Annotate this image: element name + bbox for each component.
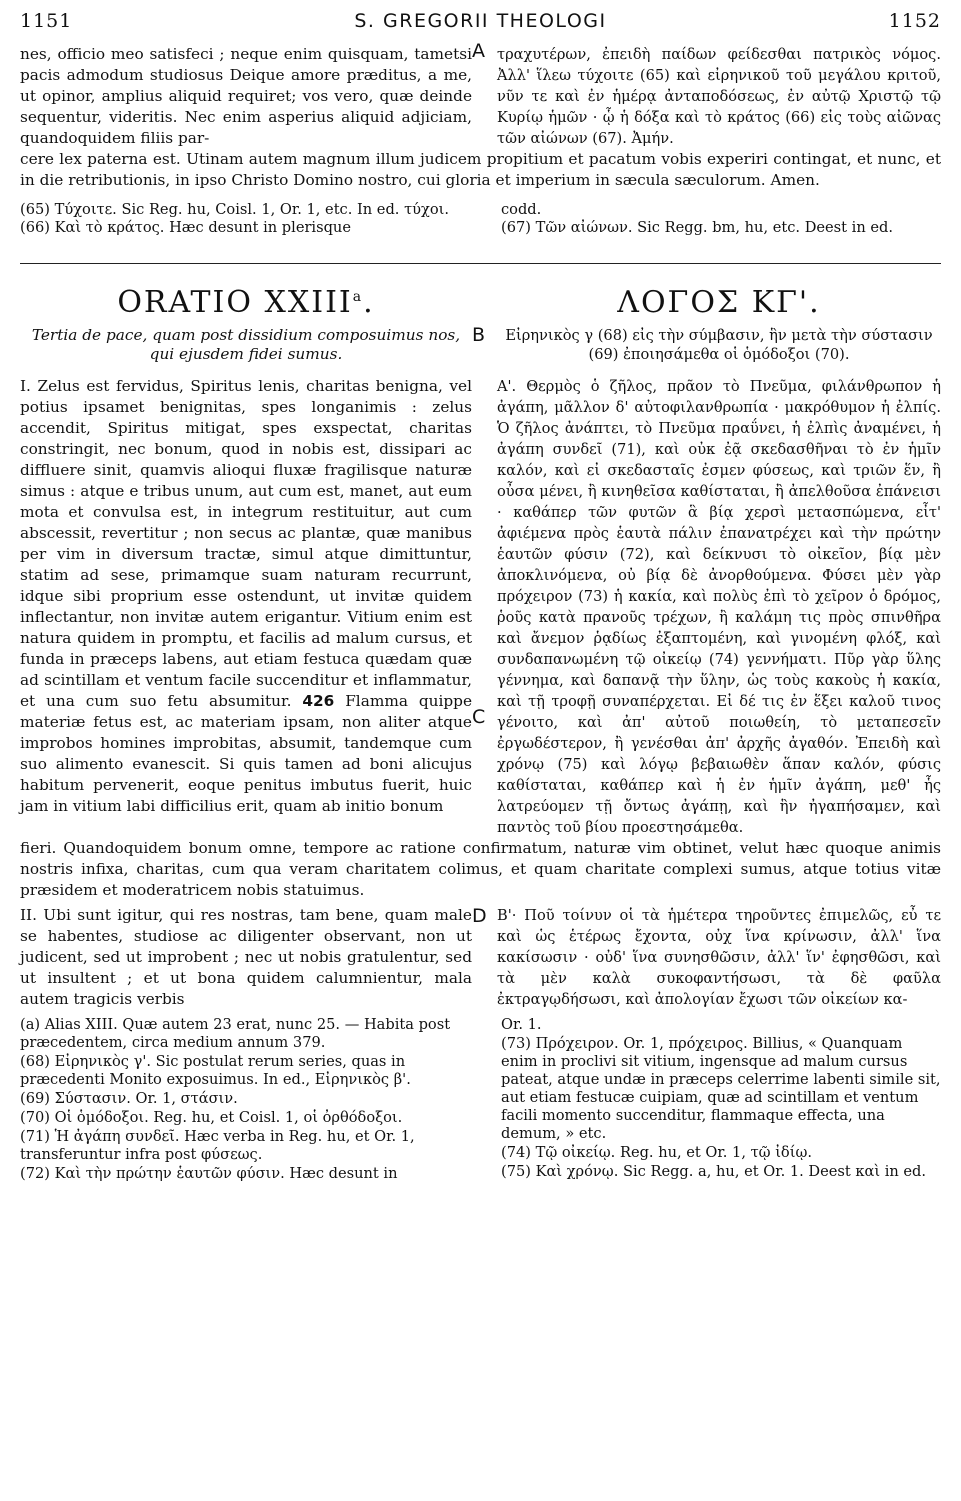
- marker-b: B: [472, 324, 486, 346]
- section-2-latin: II. Ubi sunt igitur, qui res nostras, tam bene, quam male se habentes, studiose ac diligenter observant, non ut judicent, sed ut improbent ; nec ut nobis gratulentur, sed ut insultent ; et ut bona quidem calumnientur, mala autem tragicis verbis: [20, 906, 472, 1008]
- greek-subtitle: Εἰρηνικὸς γ (68) εἰς τὴν σύμβασιν, ἣν μετὰ τὴν σύστασιν (69) ἐποιησάμεθα οἱ ὁμόδοξοι (70).: [505, 327, 933, 363]
- footnote-66: (66) Καὶ τὸ κράτος. Hæc desunt in plerisque: [20, 219, 351, 236]
- bottom-footnotes: [20, 1016, 941, 1184]
- footnote-70: (70) Οἱ ὁμόδοξοι. Reg. hu, et Coisl. 1, οἱ ὀρθόδοξοι.: [20, 1109, 403, 1126]
- marker-a: A: [472, 40, 485, 62]
- page-marker-426: 426: [302, 692, 335, 710]
- right-page-number: 1152: [888, 10, 941, 32]
- footnote-73: (73) Πρόχειρον. Or. 1, πρόχειρος. Billius, « Quanquam enim in proclivi sit vitium, ingensque ad malum cursus pateat, atque undæ in præceps celerrime labenti simile sit, aut etiam festucæ cuipiam, quæ ad scintillam et ventum facili momento succenditur, flammaque effecta, una demum, » etc.: [501, 1035, 941, 1142]
- latin-oration-title: ORATIO XXIII$^a$.: [117, 285, 375, 320]
- top-latin-text: nes, officio meo satisfeci ; neque enim quisquam, tametsi pacis admodum studiosus Deique amore præditus, a me, ut opinor, amplius aliquid requiret; vos vero, quæ deinde sequentur, videritis. Nec enim asperius aliquid adjiciam, quandoquidem filiis par-: [20, 45, 472, 147]
- marker-d: D: [472, 905, 487, 927]
- footnote-72: (72) Καὶ τὴν πρώτην ἑαυτῶν φύσιν. Hæc desunt in: [20, 1165, 398, 1182]
- footnote-71: (71) Ἡ ἀγάπη συνδεῖ. Hæc verba in Reg. hu, et Or. 1, transferuntur infra post φύσεως.: [20, 1128, 415, 1163]
- running-header: [20, 10, 941, 44]
- footnote-66-cont: codd.: [501, 201, 542, 218]
- section-1-latin-continuation: fieri. Quandoquidem bonum omne, tempore ac ratione confirmatum, naturæ vim obtinet, velut hæc quoque animis nostris infixa, charitas, cum qua veram charitatem colimus, et quam charitate complexi sumus, atque totius vitæ præsidem et moderatricem nobis statuimus.: [20, 839, 941, 899]
- top-footnotes: [20, 201, 941, 237]
- footnote-a: (a) Alias XIII. Quæ autem 23 erat, nunc 25. — Habita post præcedentem, circa medium annum 379.: [20, 1016, 451, 1051]
- oration-titles: [20, 274, 941, 320]
- left-page-number: 1151: [20, 10, 73, 32]
- oration-subtitles: [20, 326, 941, 364]
- footnote-69: (69) Σύστασιν. Or. 1, στάσιν.: [20, 1090, 238, 1107]
- top-columns: [20, 40, 941, 149]
- page: [20, 10, 941, 1184]
- footnote-74: (74) Τῷ οἰκείῳ. Reg. hu, et Or. 1, τῷ ἰδίῳ.: [501, 1144, 812, 1161]
- section-1-columns: [20, 376, 941, 838]
- footnote-72-cont: Or. 1.: [501, 1016, 542, 1033]
- footnote-75: (75) Καὶ χρόνῳ. Sic Regg. a, hu, et Or. 1. Deest καὶ in ed.: [501, 1163, 927, 1180]
- latin-subtitle: Tertia de pace, quam post dissidium composuimus nos, qui ejusdem fidei sumus.: [31, 326, 461, 363]
- greek-oration-title: ΛΟΓΟΣ ΚΓ'.: [617, 285, 821, 320]
- section-1-latin: I. Zelus est fervidus, Spiritus lenis, charitas benigna, vel potius ipsamet benignitas, spes longanimis : zelus accendit, Spiritus mitigat, spes exspectat, charitas constringit, nec bonum, quod in nobis est, dissipari ac diffluere sinit, quamvis alioqui fluxæ fragilisque naturæ simus : atque e tribus unum, aut cum est, manet, aut eum mota et convulsa est, in integrum restituitur, aut cum abscessit, revertitur ; non secus ac plantæ, quæ manibus per vim in diversum tractæ, simul atque dimittuntur, statim ad sese, primamque suam naturam recurrunt, idque sibi proprium esse ostendunt, ut invitæ quidem inflectantur, non invitæ autem erigantur. Vitium enim est natura quidem in promptu, et facilis ad malum cursus, et funda in præceps labens, aut etiam festuca quædam quæ ad scintillam et ventum facile succenditur et inflammatur, et una cum suo fetu absumitur. 426 Flamma quippe materiæ fetus est, ac materiam ipsam, non aliter atque improbos homines improbitas, absumit, tandemque cum suo alimento evanescit. Si quis tamen ad boni alicujus habitum pervenerit, eoque penitus imbutus fuerit, huic jam in vitium labi difficilius erit, quam ab initio bonum: [20, 377, 472, 815]
- marker-c: C: [472, 706, 486, 728]
- top-greek-text: τραχυτέρων, ἐπειδὴ παίδων φείδεσθαι πατρικὸς νόμος. Ἀλλ' ἵλεω τύχοιτε (65) καὶ εἰρηνικοῦ τοῦ μεγάλου κριτοῦ, νῦν τε καὶ ἐν ἡμέρᾳ ἀνταποδόσεως, ἐν αὐτῷ Χριστῷ τῷ Κυρίῳ ἡμῶν · ᾧ ἡ δόξα καὶ τὸ κράτος (66) εἰς τοὺς αἰῶνας τῶν αἰώνων (67). Ἀμήν.: [497, 46, 941, 147]
- footnote-65: (65) Τύχοιτε. Sic Reg. hu, Coisl. 1, Or. 1, etc. In ed. τύχοι.: [20, 201, 450, 218]
- section-divider: [20, 263, 941, 264]
- section-2-greek: Β'· Ποῦ τοίνυν οἱ τὰ ἡμέτερα τηροῦντες ἐπιμελῶς, εὖ τε καὶ ὡς ἑτέρως ἔχοντα, οὐχ ἵνα κρίνωσιν, ἀλλ' ἵνα κακίσωσιν · οὐδ' ἵνα συνησθῶσιν, ἀλλ' ἵν' ἐφησθῶσι, καὶ τὰ μὲν καλὰ συκοφαντήσωσι, τὰ δὲ φαῦλα ἐκτραγῳδήσωσι, καὶ ἀπολογίαν ἔχωσι τῶν οἰκείων κα-: [497, 907, 941, 1008]
- footnote-67: (67) Τῶν αἰώνων. Sic Regg. bm, hu, etc. Deest in ed.: [501, 219, 893, 236]
- running-title: S. GREGORII THEOLOGI: [354, 10, 607, 32]
- footnote-68: (68) Εἰρηνικὸς γ'. Sic postulat rerum series, quas in præcedenti Monito exposuimus. In ed., Εἰρηνικὸς β'.: [20, 1053, 411, 1088]
- top-latin-continuation: cere lex paterna est. Utinam autem magnum illum judicem propitium et pacatum vobis experiri contingat, et nunc, et in die retributionis, in ipso Christo Domino nostro, cui gloria et imperium in sæcula sæculorum. Amen.: [20, 150, 941, 189]
- section-2-columns: [20, 905, 941, 1010]
- title-footnote-mark: a: [352, 289, 364, 305]
- section-1-greek: Α'. Θερμὸς ὁ ζῆλος, πρᾶον τὸ Πνεῦμα, φιλάνθρωπον ἡ ἀγάπη, μᾶλλον δ' αὐτοφιλανθρωπία · μακρόθυμον ἡ ἐλπίς. Ὁ ζῆλος ἀνάπτει, τὸ Πνεῦμα πραΰνει, ἡ ἐλπὶς ἀναμένει, ἡ ἀγάπη συνδεῖ (71), καὶ οὐκ ἐᾷ σκεδασθῆναι τὸ ἐν ἡμῖν καλόν, καὶ εἰ σκεδασταῖς ἐσμεν φύσεως, καὶ τριῶν ἕν, ἢ οὖσα μένει, ἢ κινηθεῖσα καθίσταται, ἢ ἀπελθοῦσα ἐπάνεισι · καθάπερ τῶν φυτῶν ἃ βίᾳ χερσὶ μετασπώμενα, εἶτ' ἀφιέμενα πρὸς ἑαυτὰ πάλιν ἐπανατρέχει καὶ τὴν πρώτην ἑαυτῶν φύσιν (72), καὶ δείκνυσι τὸ οἰκεῖον, βίᾳ μὲν ἀποκλινόμενα, οὐ βίᾳ δὲ ἀνορθούμενα. Φύσει μὲν γὰρ πρόχειρον (73) ἡ κακία, καὶ πολὺς ἐπὶ τὸ χεῖρον ὁ δρόμος, ῥοῦς κατὰ πρανοῦς τρέχων, ἢ καλάμη τις πρὸς σπινθῆρα καὶ ἄνεμον ῥᾳδίως ἐξαπτομένη, καὶ γινομένη φλόξ, καὶ συνδαπανωμένη τῷ οἰκείῳ (74) γεννήματι. Πῦρ γὰρ ὕλης γέννημα, καὶ δαπανᾷ τὴν ὕλην, ὡς τοὺς κακοὺς ἡ κακία, καὶ τῇ τροφῇ συναπέρχεται. Εἰ δέ τις ἐν ἕξει καλοῦ τινος γένοιτο, καὶ ἀπ' αὐτοῦ ποιωθείη, τὸ μεταπεσεῖν ἐργωδέστερον, ἢ γενέσθαι ἀπ' ἀρχῆς ἀγαθόν. Ἐπειδὴ καὶ χρόνῳ (75) καὶ λόγῳ βεβαιωθὲν ἅπαν καλόν, φύσις καθίσταται, καθάπερ καὶ ἡ ἐν ἡμῖν ἀγάπη, μεθ' ἧς λατρεύομεν τῇ ὄντως ἀγάπῃ, καὶ ἣν ἠγαπήσαμεν, καὶ παντὸς τοῦ βίου προεστησάμεθα.: [497, 378, 941, 836]
